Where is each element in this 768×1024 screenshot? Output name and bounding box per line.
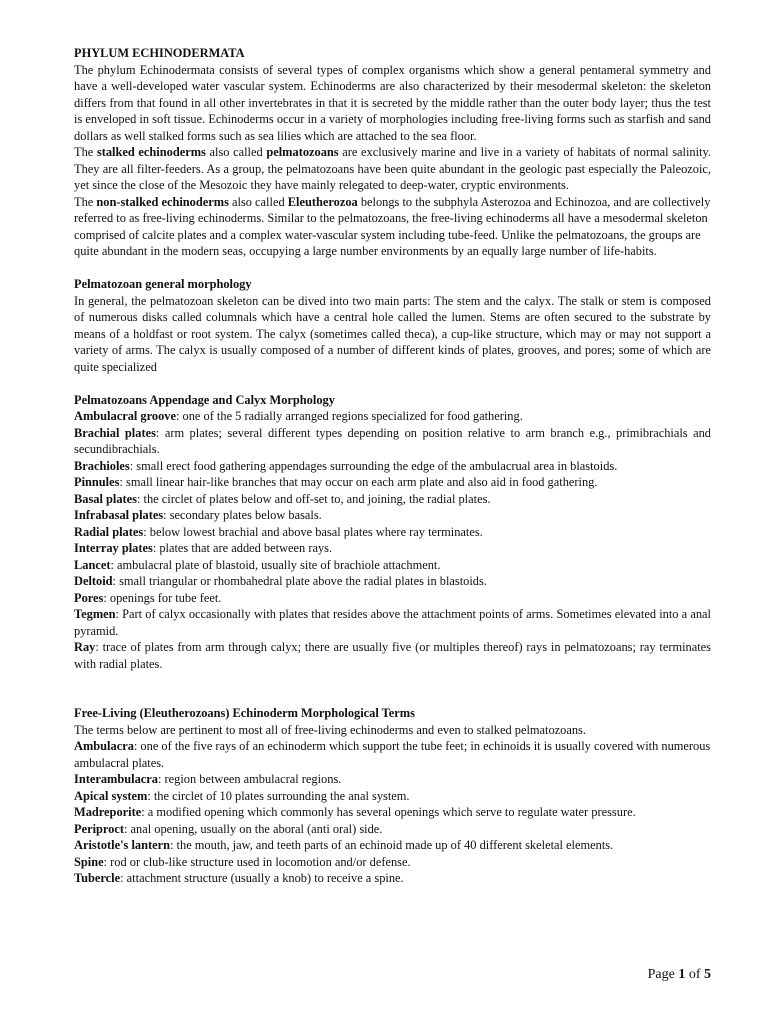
intro-paragraph: The phylum Echinodermata consists of several types of complex organisms which show a general pentameral symmetry and have a well-developed water vascular system. Echinoderms are also characterized by their mesodermal skeleton: the skeleton differs from that found in all other invertebrates in that it is secreted by the middle rather than the outer body layer; thus the test is enveloped in soft tissue. Echinoderms occur in a variety of morphologies including free-living forms such as starfish and sand dollars as well stalked forms such as sea lilies which are attached to the sea floor. (74, 62, 711, 143)
glossary-entry (74, 507, 711, 524)
glossary-definition: : arm plates; several different types depending on position relative to arm branch e.g., primibrachials and secundibrachials. (74, 425, 711, 456)
free-living-heading: Free-Living (Eleutherozoans) Echinoderm Morphological Terms (74, 706, 415, 720)
nonstalked-mid: also called (228, 194, 288, 209)
glossary-definition: : one of the 5 radially arranged regions specialized for food gathering. (175, 409, 523, 423)
glossary-entry (74, 474, 711, 491)
glossary-definition: : one of the five rays of an echinoderm which support the tube feet; in echinoids it is usually covered with numerous ambulacral plates. (74, 739, 711, 770)
glossary-definition: : below lowest brachial and above basal plates where ray terminates. (143, 524, 483, 539)
glossary-definition: : the mouth, jaw, and teeth parts of an echinoid made up of 40 different skeletal elements. (170, 838, 614, 852)
glossary-entry (74, 590, 711, 607)
glossary-term: Pinnules (74, 475, 120, 489)
appendage-term-list (74, 408, 711, 672)
glossary-term: Tubercle (74, 871, 121, 885)
morphology-paragraph: In general, the pelmatozoan skeleton can be dived into two main parts: The stem and the calyx. The stalk or stem is composed of numerous disks called columnals which have a central hole called the lumen. Stems are often secured to the substrate by means of a holdfast or root system. The calyx (sometimes called theca), a cup-like structure, which may or may not support a variety of arms. The calyx is usually composed of a number of different kinds of plates, grooves, and pores; some of which are quite specialized (74, 293, 711, 374)
pelmatozoans-term: pelmatozoans (266, 145, 339, 159)
appendage-heading: Pelmatozoans Appendage and Calyx Morphology (74, 392, 335, 407)
glossary-term: Tegmen (74, 607, 116, 621)
free-living-intro: The terms below are pertinent to most all of free-living echinoderms and even to stalked pelmatozoans. (74, 722, 586, 737)
glossary-term: Ambulacral groove (74, 409, 176, 423)
glossary-definition: : rod or club-like structure used in locomotion and/or defense. (103, 854, 411, 869)
glossary-term: Pores (74, 590, 104, 605)
glossary-entry (74, 458, 711, 475)
glossary-entry (74, 854, 711, 871)
glossary-term: Apical system (74, 788, 148, 803)
glossary-entry (74, 540, 711, 557)
glossary-term: Brachioles (74, 458, 130, 473)
glossary-term: Basal plates (74, 491, 137, 506)
nonstalked-post: belongs to the subphyla Asterozoa and Echinozoa, and are collectively referred to as free-living echinoderms. Similar to the pelmatozoans, the free-living echinoderms all have a mesodermal skeleton comprised of calcite plates and a complex water-vascular system including tube-feed. Unlike the pelmatozoans, the groups are quite abundant in the modern seas, occupying a large number environments by an equally large number of life-habits. (74, 194, 711, 258)
glossary-term: Ray (74, 640, 96, 654)
glossary-entry (74, 573, 711, 590)
glossary-term: Interambulacra (74, 772, 158, 786)
glossary-entry (74, 491, 711, 508)
eleutherozoa-term: Eleutherozoa (287, 194, 358, 209)
glossary-definition: : Part of calyx occasionally with plates that resides above the attachment points of arms. Sometimes elevated into a anal pyramid. (74, 607, 711, 638)
glossary-entry (74, 837, 711, 854)
free-living-term-list (74, 738, 711, 887)
page-number: 1 (678, 967, 686, 982)
glossary-definition: : openings for tube feet. (103, 590, 222, 605)
glossary-entry (74, 606, 711, 639)
glossary-definition: : attachment structure (usually a knob) to receive a spine. (120, 871, 404, 885)
glossary-entry (74, 771, 711, 788)
glossary-entry (74, 557, 711, 574)
stalked-pre: The (74, 145, 97, 159)
nonstalked-pre: The (74, 194, 97, 209)
glossary-entry (74, 524, 711, 541)
document-body (74, 45, 711, 887)
glossary-definition: : ambulacral plate of blastoid, usually site of brachiole attachment. (110, 557, 441, 572)
stalked-post: are exclusively marine and live in a variety of habitats of normal salinity. They are all filter-feeders. As a group, the pelmatozoans have been quite abundant in the geologic past especially the Paleozoic, yet since the close of the Mesozoic they have mainly relegated to deep-water, cryptic environments. (74, 145, 711, 192)
glossary-entry (74, 821, 711, 838)
glossary-definition: : the circlet of plates below and off-set to, and joining, the radial plates. (137, 491, 491, 506)
page-footer (648, 966, 711, 984)
glossary-definition: : the circlet of 10 plates surrounding the anal system. (147, 788, 410, 803)
glossary-term: Brachial plates (74, 425, 156, 440)
glossary-entry (74, 408, 711, 425)
section-spacer (74, 375, 711, 392)
section-spacer (74, 672, 711, 689)
glossary-entry (74, 639, 711, 672)
glossary-term: Spine (74, 854, 104, 869)
glossary-definition: : small linear hair-like branches that may occur on each arm plate and also aid in food gathering. (119, 475, 598, 489)
glossary-term: Infrabasal plates (74, 508, 164, 522)
section-spacer (74, 260, 711, 277)
stalked-paragraph (74, 144, 711, 194)
glossary-term: Aristotle's lantern (74, 838, 171, 852)
glossary-definition: : trace of plates from arm through calyx; there are usually five (or multiples thereof) rays in pelmatozoans; ray terminates with radial plates. (74, 640, 711, 671)
glossary-definition: : small erect food gathering appendages surrounding the edge of the ambulacrual area in blastoids. (129, 458, 618, 473)
glossary-term: Radial plates (74, 524, 144, 539)
glossary-term: Deltoid (74, 574, 113, 588)
glossary-definition: : secondary plates below basals. (163, 508, 322, 522)
nonstalked-paragraph (74, 194, 711, 260)
glossary-definition: : anal opening, usually on the aboral (anti oral) side. (124, 821, 383, 836)
page-of-label: of (685, 967, 704, 982)
glossary-term: Interray plates (74, 541, 153, 555)
glossary-definition: : plates that are added between rays. (152, 541, 333, 555)
glossary-term: Ambulacra (74, 739, 134, 753)
glossary-definition: : small triangular or rhombahedral plate above the radial plates in blastoids. (112, 574, 487, 588)
glossary-term: Periproct (74, 821, 124, 836)
glossary-term: Lancet (74, 557, 111, 572)
glossary-entry (74, 788, 711, 805)
nonstalked-term: non-stalked echinoderms (96, 194, 229, 209)
stalked-term: stalked echinoderms (96, 145, 206, 159)
document-title: PHYLUM ECHINODERMATA (74, 46, 245, 60)
section-spacer (74, 689, 711, 706)
page-total: 5 (704, 967, 711, 982)
glossary-term: Madreporite (74, 805, 142, 819)
stalked-mid: also called (205, 145, 267, 159)
glossary-definition: : region between ambulacral regions. (157, 772, 342, 786)
glossary-definition: : a modified opening which commonly has several openings which serve to regulate water pressure. (141, 805, 636, 819)
glossary-entry (74, 870, 711, 887)
glossary-entry (74, 425, 711, 458)
glossary-entry (74, 804, 711, 821)
page-label: Page (647, 967, 679, 982)
morphology-heading: Pelmatozoan general morphology (74, 277, 252, 291)
glossary-entry (74, 738, 711, 771)
